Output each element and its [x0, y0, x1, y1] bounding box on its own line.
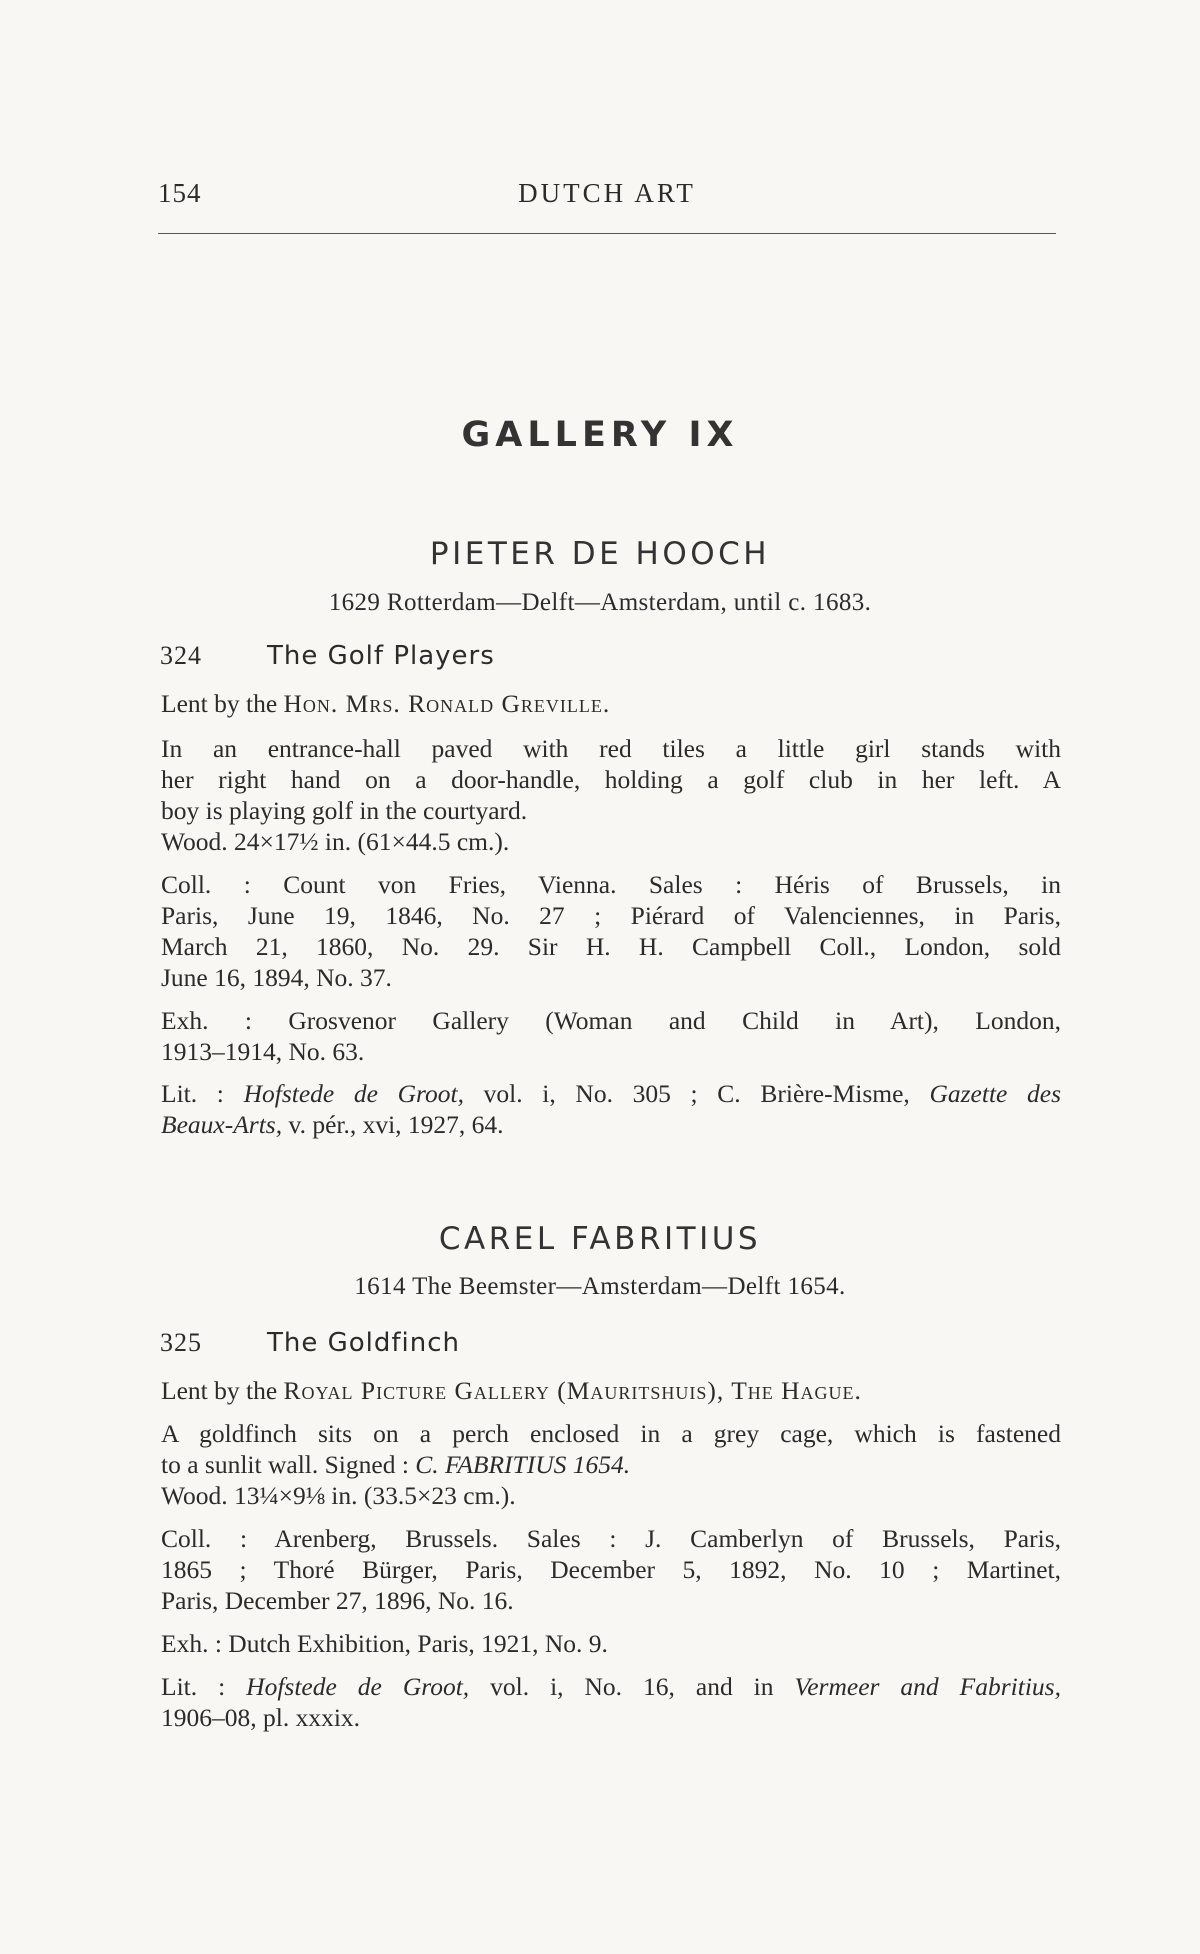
lender-line: Lent by the Royal Picture Gallery (Mauritshuis), The Hague.	[161, 1376, 862, 1405]
description-line: In an entrance-hall paved with red tiles a little girl stands with	[161, 734, 1061, 763]
painting-title: The Goldfinch	[267, 1328, 461, 1358]
description-line: her right hand on a door-handle, holding a golf club in her left. A	[161, 765, 1061, 794]
exhibition-line: Exh. : Grosvenor Gallery (Woman and Child in Art), London,	[161, 1006, 1061, 1035]
lender-line: Lent by the Hon. Mrs. Ronald Greville.	[161, 689, 611, 718]
collection-line: March 21, 1860, No. 29. Sir H. H. Campbell Coll., London, sold	[161, 932, 1061, 961]
running-title: DUTCH ART	[518, 178, 696, 208]
exhibition-line: Exh. : Dutch Exhibition, Paris, 1921, No. 9.	[161, 1629, 608, 1658]
artist-dates: 1629 Rotterdam—Delft—Amsterdam, until c. 1683.	[328, 589, 872, 616]
entry-heading	[160, 1328, 460, 1358]
literature-line: Lit. : Hofstede de Groot, vol. i, No. 16, and in Vermeer and Fabritius,	[161, 1672, 1061, 1701]
page-number: 154	[158, 178, 202, 208]
collection-line: Coll. : Count von Fries, Vienna. Sales : Héris of Brussels, in	[161, 870, 1061, 899]
collection-line: June 16, 1894, No. 37.	[161, 963, 392, 992]
collection-line: Paris, June 19, 1846, No. 27 ; Piérard of Valenciennes, in Paris,	[161, 901, 1061, 930]
page-header	[158, 178, 1056, 214]
catalogue-number: 324	[160, 641, 202, 670]
exhibition-line: 1913–1914, No. 63.	[161, 1037, 365, 1066]
description-line: A goldfinch sits on a perch enclosed in a grey cage, which is fastened	[161, 1419, 1061, 1448]
literature-line: 1906–08, pl. xxxix.	[161, 1703, 361, 1732]
collection-line: Paris, December 27, 1896, No. 16.	[161, 1586, 514, 1615]
literature-reference: Beaux-Arts,	[161, 1110, 283, 1139]
artist-name: CAREL FABRITIUS	[438, 1221, 762, 1257]
description-line: to a sunlit wall. Signed : C. FABRITIUS 1654.	[161, 1450, 631, 1479]
description-line: boy is playing golf in the courtyard.	[161, 796, 528, 825]
literature-reference: Gazette des	[929, 1079, 1062, 1108]
medium-line: Wood. 24×17½ in. (61×44.5 cm.).	[161, 827, 510, 856]
artist-name: PIETER DE HOOCH	[429, 536, 771, 572]
lender-name: Hon. Mrs. Ronald Greville.	[283, 689, 611, 718]
literature-reference: Vermeer and Fabritius,	[794, 1672, 1061, 1701]
literature-reference: Hofstede de Groot,	[243, 1079, 464, 1108]
literature-line: Lit. : Hofstede de Groot, vol. i, No. 305 ; C. Brière-Misme, Gazette des	[161, 1079, 1062, 1108]
artist-dates: 1614 The Beemster—Amsterdam—Delft 1654.	[354, 1273, 846, 1300]
painting-title: The Golf Players	[267, 641, 495, 671]
header-rule	[158, 233, 1056, 234]
gallery-title: GALLERY IX	[461, 415, 739, 455]
signature-inscription: C. FABRITIUS 1654.	[415, 1450, 631, 1479]
collection-line: Coll. : Arenberg, Brussels. Sales : J. Camberlyn of Brussels, Paris,	[161, 1524, 1061, 1553]
catalogue-number: 325	[160, 1328, 202, 1357]
medium-line: Wood. 13¼×9⅛ in. (33.5×23 cm.).	[161, 1481, 516, 1510]
lender-name: Royal Picture Gallery (Mauritshuis), The Hague.	[283, 1376, 862, 1405]
literature-reference: Hofstede de Groot,	[246, 1672, 470, 1701]
collection-line: 1865 ; Thoré Bürger, Paris, December 5, 1892, No. 10 ; Martinet,	[161, 1555, 1061, 1584]
entry-heading	[160, 641, 495, 671]
literature-line: Beaux-Arts, v. pér., xvi, 1927, 64.	[161, 1110, 504, 1139]
